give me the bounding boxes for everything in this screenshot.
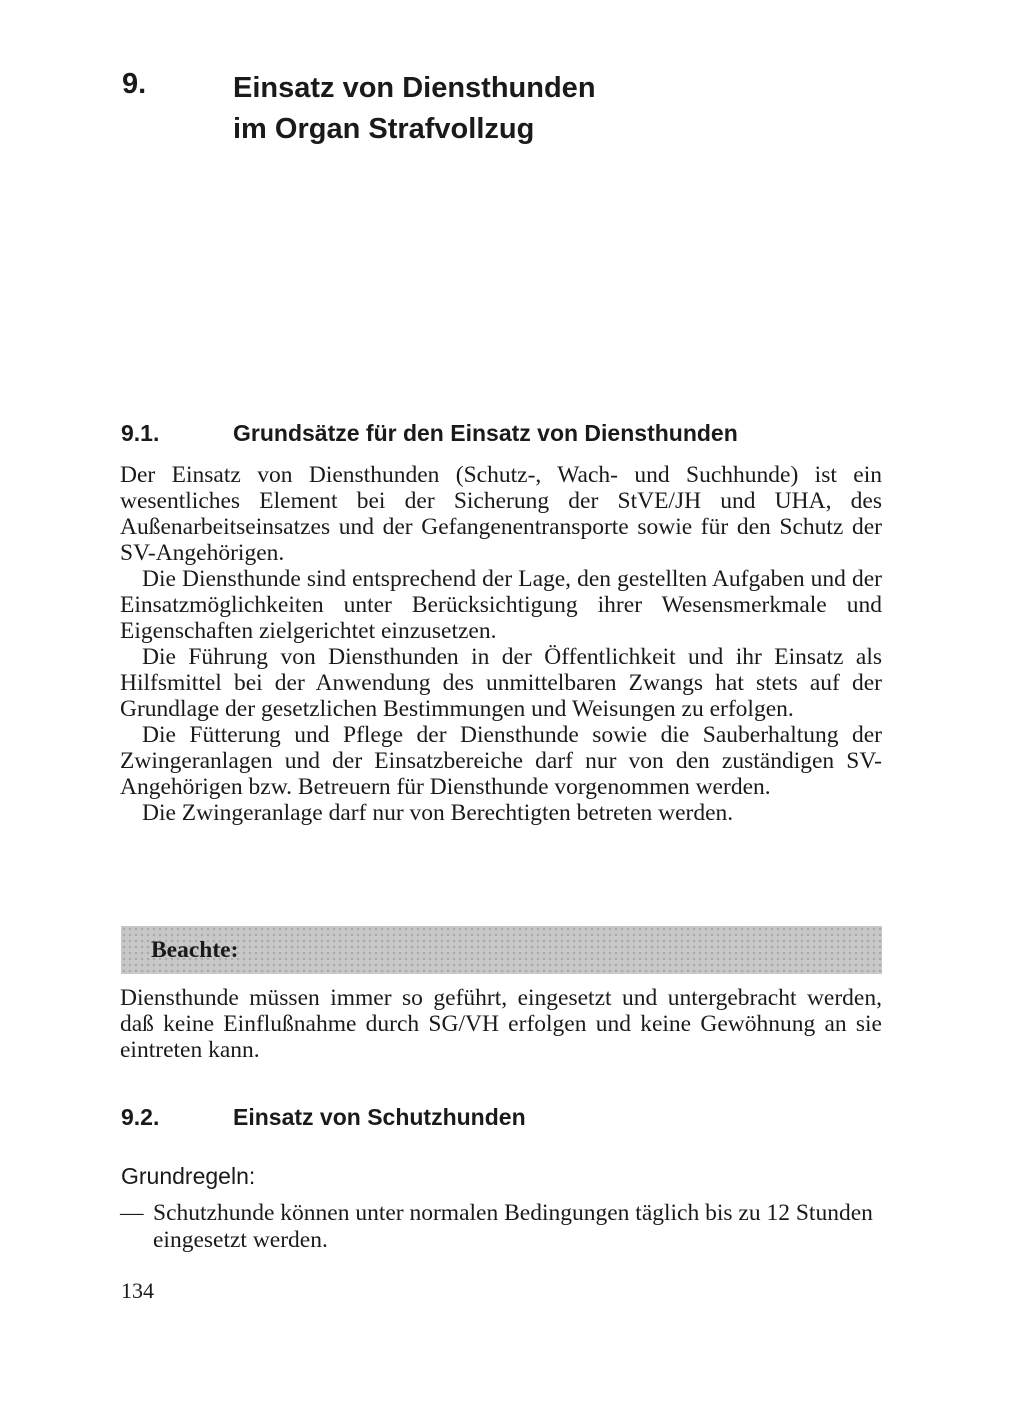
section-9-1-body xyxy=(120,462,882,826)
paragraph: Der Einsatz von Diensthunden (Schutz-, Wach- und Suchhunde) ist ein wesentliches Element bei der Sicherung der StVE/JH und UHA, des Außenarbeitseinsatzes und der Gefangenentransporte sowie für den Schutz der SV-Angehörigen. xyxy=(120,462,882,566)
list-item xyxy=(120,1200,882,1254)
chapter-title-line-2: im Organ Strafvollzug xyxy=(233,113,535,145)
paragraph: Die Fütterung und Pflege der Diensthunde sowie die Sauberhaltung der Zwingeranlagen und der Einsatzbereiche darf nur von den zuständigen SV-Angehörigen bzw. Betreuern für Diensthunde vorgenommen werden. xyxy=(120,722,882,800)
section-9-1-number: 9.1. xyxy=(121,420,160,446)
section-9-1-title: Grundsätze für den Einsatz von Diensthunden xyxy=(233,420,738,446)
chapter-number: 9. xyxy=(122,68,147,100)
dash-bullet-icon: — xyxy=(120,1200,144,1226)
chapter-title xyxy=(233,68,596,150)
note-body xyxy=(120,985,882,1063)
paragraph: Die Führung von Diensthunden in der Öffentlichkeit und ihr Einsatz als Hilfsmittel bei der Anwendung des unmittelbaren Zwangs hat stets auf der Grundlage der gesetzlichen Bestimmungen und Weisungen zu erfolgen. xyxy=(120,644,882,722)
section-9-2-number: 9.2. xyxy=(121,1104,160,1130)
note-label: Beachte: xyxy=(151,937,239,963)
note-banner xyxy=(121,926,882,974)
list-item-text: Schutzhunde können unter normalen Bedingungen täglich bis zu 12 Stunden eingesetzt werden. xyxy=(153,1200,873,1253)
note-text: Diensthunde müssen immer so geführt, eingesetzt und untergebracht werden, daß keine Einflußnahme durch SG/VH erfolgen und keine Gewöhnung an sie eintreten kann. xyxy=(120,985,882,1063)
paragraph: Die Diensthunde sind entsprechend der Lage, den gestellten Aufgaben und der Einsatzmöglichkeiten unter Berücksichtigung ihrer Wesensmerkmale und Eigenschaften zielgerichtet einzusetzen. xyxy=(120,566,882,644)
chapter-title-line-1: Einsatz von Diensthunden xyxy=(233,72,596,104)
section-9-2-title: Einsatz von Schutzhunden xyxy=(233,1104,526,1130)
paragraph: Die Zwingeranlage darf nur von Berechtigten betreten werden. xyxy=(142,800,734,826)
subheading-grundregeln: Grundregeln: xyxy=(121,1163,256,1189)
page-number: 134 xyxy=(121,1278,154,1303)
